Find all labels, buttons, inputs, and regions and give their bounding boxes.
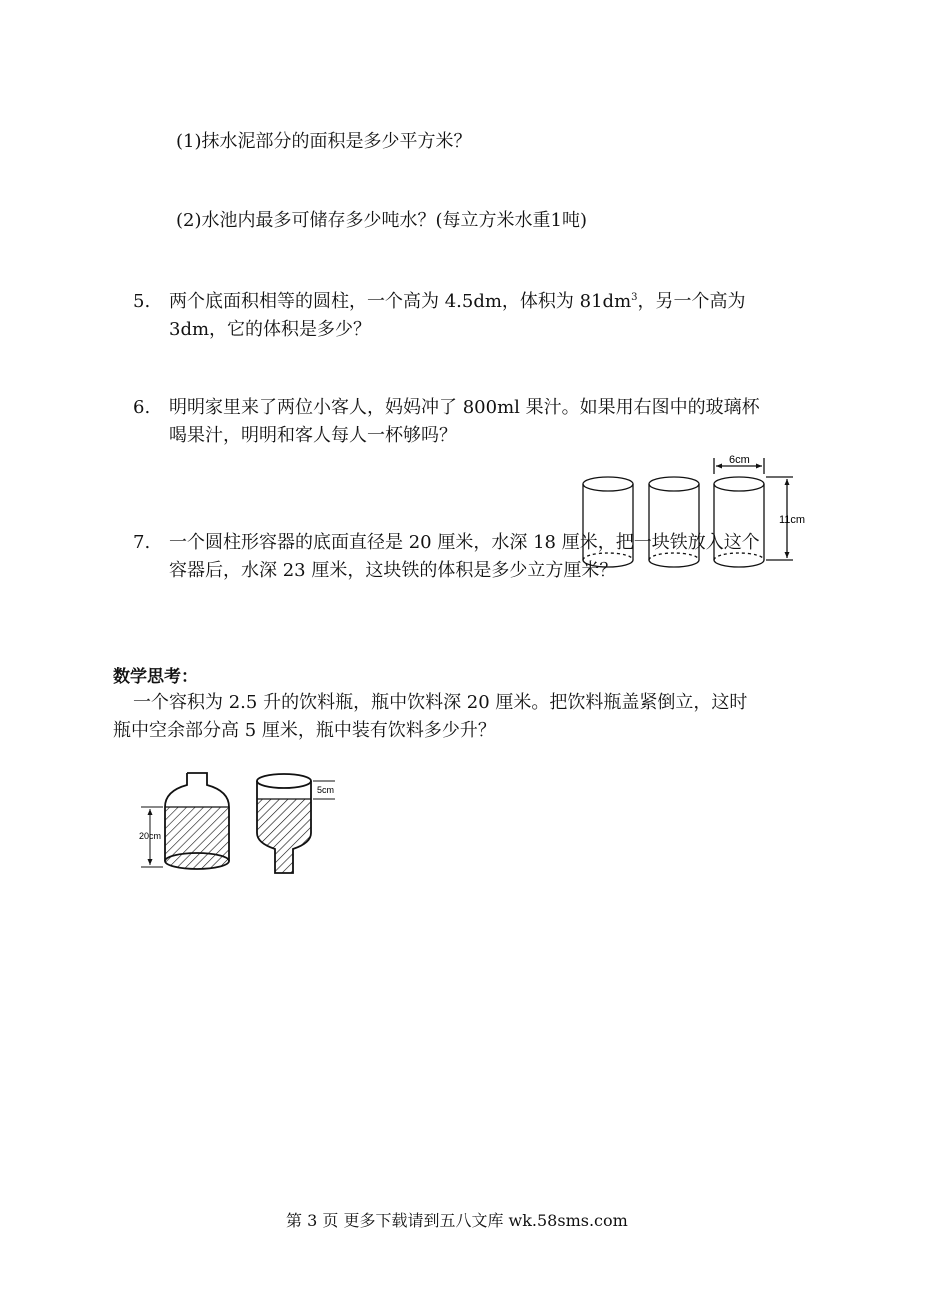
q6-line2: 喝果汁，明明和客人每人一杯够吗？ (169, 425, 457, 446)
q6-line1: 明明家里来了两位小客人，妈妈冲了 800ml 果汁。如果用右图中的玻璃杯 (169, 397, 760, 418)
q4-sub1: (1)抹水泥部分的面积是多少平方米？ (176, 131, 472, 152)
bottle-figure (135, 765, 365, 880)
q7-line2: 容器后，水深 23 厘米，这块铁的体积是多少立方厘米？ (169, 560, 618, 581)
q6-number: 6. (133, 397, 151, 418)
thinking-heading: 数学思考： (113, 667, 198, 687)
q5-number: 5. (133, 291, 151, 312)
bottle-gap-label: 5cm (317, 785, 335, 795)
thinking-line2: 瓶中空余部分高 5 厘米，瓶中装有饮料多少升？ (113, 720, 496, 741)
glass-height-label: 11cm (779, 514, 806, 526)
page-footer: 第 3 页 更多下载请到五八文库 wk.58sms.com (286, 1211, 628, 1230)
q7-number: 7. (133, 532, 151, 553)
glass-width-label: 6cm (729, 454, 750, 466)
q5-line1-text-b: ，另一个高为 (637, 291, 746, 312)
bottle-depth-label: 20cm (139, 831, 162, 841)
q5-line2: 3dm，它的体积是多少？ (169, 319, 372, 340)
q4-sub2: (2)水池内最多可储存多少吨水？(每立方米水重1吨) (176, 210, 587, 231)
q5-line1 (169, 290, 746, 314)
thinking-line1: 一个容积为 2.5 升的饮料瓶，瓶中饮料深 20 厘米。把饮料瓶盖紧倒立，这时 (133, 692, 748, 713)
q7-line1: 一个圆柱形容器的底面直径是 20 厘米，水深 18 厘米，把一块铁放入这个 (169, 532, 760, 553)
glasses-figure (575, 450, 825, 575)
q5-superscript: 3 (631, 292, 638, 303)
q5-line1-text-a: 两个底面积相等的圆柱，一个高为 4.5dm，体积为 81dm (169, 291, 632, 312)
